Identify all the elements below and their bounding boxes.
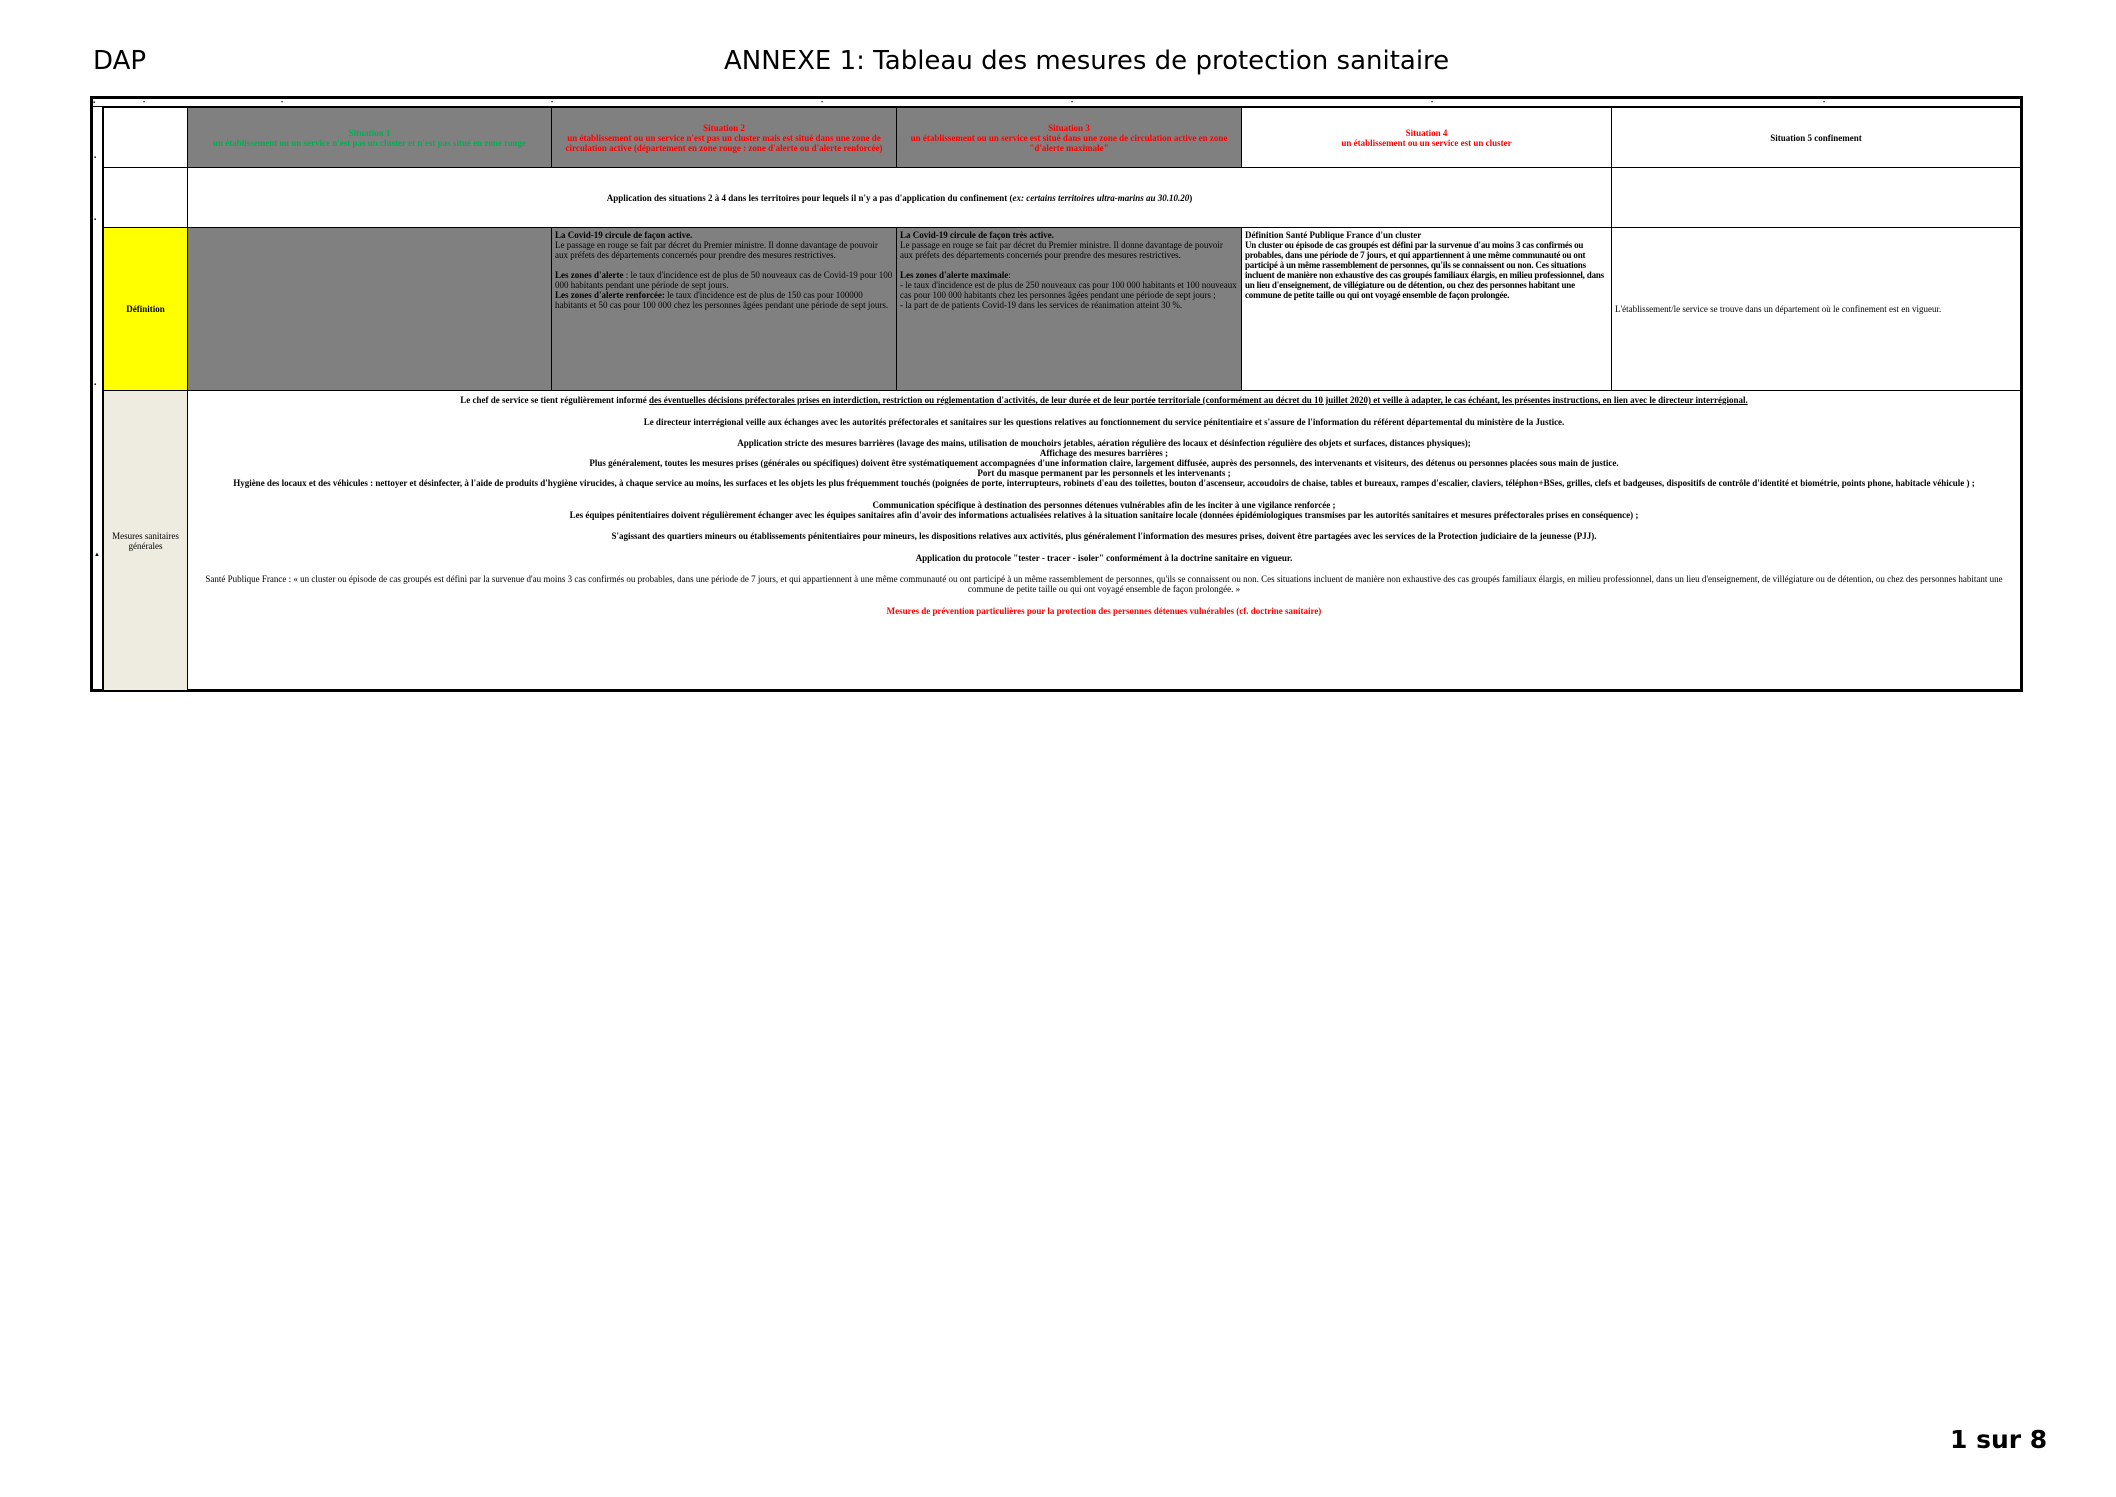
definition-label: Définition [104, 228, 188, 391]
situation-1-header: Situation 1 un établissement ou un service n'est pas un cluster et n'est pas situé en zone rouge [188, 108, 552, 168]
row-marker-strip: ▪ ▪ ▪ ▲ [93, 107, 103, 689]
situation-2-header: Situation 2 un établissement ou un service n'est pas un cluster mais est situé dans une zone de circulation active (département en zone rouge : zone d'alerte ou d'alerte renforcée) [552, 108, 897, 168]
situation-5-header: Situation 5 confinement [1612, 108, 2021, 168]
situations-header-row [104, 108, 2021, 168]
column-marker-strip: ▪ • • • • • • • [93, 99, 2020, 107]
application-row-label [104, 168, 188, 228]
definition-situation-5: L'établissement/le service se trouve dans un département où le confinement est en vigueur. [1612, 228, 2021, 391]
application-row [104, 168, 2021, 228]
mesures-label: Mesures sanitaires générales [104, 391, 188, 691]
definition-situation-4: Définition Santé Publique France d'un cluster Un cluster ou épisode de cas groupés est défini par la survenue d'au moins 3 cas confirmés ou probables, dans une période de 7 jours, et qui appartiennent à une même communauté ou ont participé à un même rassemblement de personnes, qu'ils se connaissent ou non. Ces situations incluent de manière non exhaustive des cas groupés familiaux élargis, en milieu professionnel, dans un lieu d'enseignement, de villégiature ou de détention, ou chez des personnes habitant une commune de petite taille ou qui ont voyagé ensemble de façon prolongée. [1242, 228, 1612, 391]
mesures-content: Le chef de service se tient régulièrement informé des éventuelles décisions préfectorales prises en interdiction, restriction ou réglementation d'activités, de leur durée et de leur portée territoriale (conformément au décret du 10 juillet 2020) et veille à adapter, le cas échéant, les présentes instructions, en lien avec le directeur interrégional. Le directeur interrégional veille aux échanges avec les autorités préfectorales et sanitaires sur les questions relatives au fonctionnement du service pénitentiaire et s'assure de l'information du référent départemental du ministère de la Justice. Application stricte des mesures barrières (lavage des mains, utilisation de mouchoirs jetables, aération régulière des locaux et désinfection régulière des objets et surfaces, distances physiques); Affichage des mesures barrières ; Plus généralement, toutes les mesures prises (générales ou spécifiques) doivent être systématiquement accompagnées d'une information claire, largement diffusée, auprès des personnels, des intervenants et visiteurs, des détenus ou personnes placées sous main de justice. Port du masque permanent par les personnels et les intervenants ; Hygiène des locaux et des véhicules : nettoyer et désinfecter, à l'aide de produits d'hygiène virucides, à chaque service au moins, les surfaces et les objets les plus fréquemment touchés (poignées de porte, interrupteurs, robinets d'eau des toilettes, bouton d'ascenseur, accoudoirs de chaise, tables et bureaux, rampes d'escalier, claviers, téléphon+BSes, grilles, clefs et badgeuses, dispositifs de contrôle d'identité et biométrie, points phone, habitacle véhicule ) ; Communication spécifique à destination des personnes détenues vulnérables afin de les inciter à une vigilance renforcée ; Les équipes pénitentiaires doivent régulièrement échanger avec les équipes sanitaires afin d'avoir des informations actualisées relatives à la situation sanitaire locale (données épidémiologiques transmises par les autorités sanitaires et mesures préfectorales prises en conséquence) ; S'agissant des quartiers mineurs ou établissements pénitentiaires pour mineurs, les dispositions relatives aux activités, plus généralement l'information des mesures prises, doivent être partagées avec les services de la Protection judiciaire de la jeunesse (PJJ). Application du protocole "tester - tracer - isoler" conformément à la doctrine sanitaire en vigueur. Santé Publique France : « un cluster ou épisode de cas groupés est défini par la survenue d'au moins 3 cas confirmés ou probables, dans une période de 7 jours, et qui appartiennent à une même communauté ou ont participé à un même rassemblement de personnes, qu'ils se connaissent ou non. Ces situations incluent de manière non exhaustive des cas groupés familiaux élargis, en milieu professionnel, dans un lieu d'enseignement, de villégiature ou de détention, ou chez des personnes habitant une commune de petite taille ou qui ont voyagé ensemble de façon prolongée. » Mesures de prévention particulières pour la protection des personnes détenues vulnérables (cf. doctrine sanitaire) [188, 391, 2021, 691]
page-title: ANNEXE 1: Tableau des mesures de protection sanitaire [724, 46, 1450, 76]
corner-cell [104, 108, 188, 168]
situation-4-header: Situation 4 un établissement ou un service est un cluster [1242, 108, 1612, 168]
situation-3-header: Situation 3 un établissement ou un service est situé dans une zone de circulation active en zone "d'alerte maximale" [897, 108, 1242, 168]
mesures-row [104, 391, 2021, 691]
header-left-label: DAP [93, 46, 147, 76]
measures-table-frame [90, 96, 2023, 692]
definition-situation-2: La Covid-19 circule de façon active. Le passage en rouge se fait par décret du Premier ministre. Il donne davantage de pouvoir aux préfets des départements concernés pour prendre des mesures restrictives. Les zones d'alerte : le taux d'incidence est de plus de 50 nouveaux cas de Covid-19 pour 100 000 habitants pendant une période de sept jours. Les zones d'alerte renforcée: le taux d'incidence est de plus de 150 cas pour 100000 habitants et 50 cas pour 100 000 chez les personnes âgées pendant une période de sept jours. [552, 228, 897, 391]
definition-situation-1 [188, 228, 552, 391]
application-note: Application des situations 2 à 4 dans les territoires pour lequels il n'y a pas d'application du confinement (ex: certains territoires ultra-marins au 30.10.20) [188, 168, 1612, 228]
definition-row [104, 228, 2021, 391]
measures-table [103, 107, 2021, 691]
definition-situation-3: La Covid-19 circule de façon très active. Le passage en rouge se fait par décret du Premier ministre. Il donne davantage de pouvoir aux préfets des départements concernés pour prendre des mesures restrictives. Les zones d'alerte maximale: - le taux d'incidence est de plus de 250 nouveaux cas pour 100 000 habitants et 100 nouveaux cas pour 100 000 habitants chez les personnes âgées pendant une période de sept jours ; - la part de de patients Covid-19 dans les services de réanimation atteint 30 %. [897, 228, 1242, 391]
application-row-situation-5 [1612, 168, 2021, 228]
page-number: 1 sur 8 [1950, 1425, 2048, 1454]
